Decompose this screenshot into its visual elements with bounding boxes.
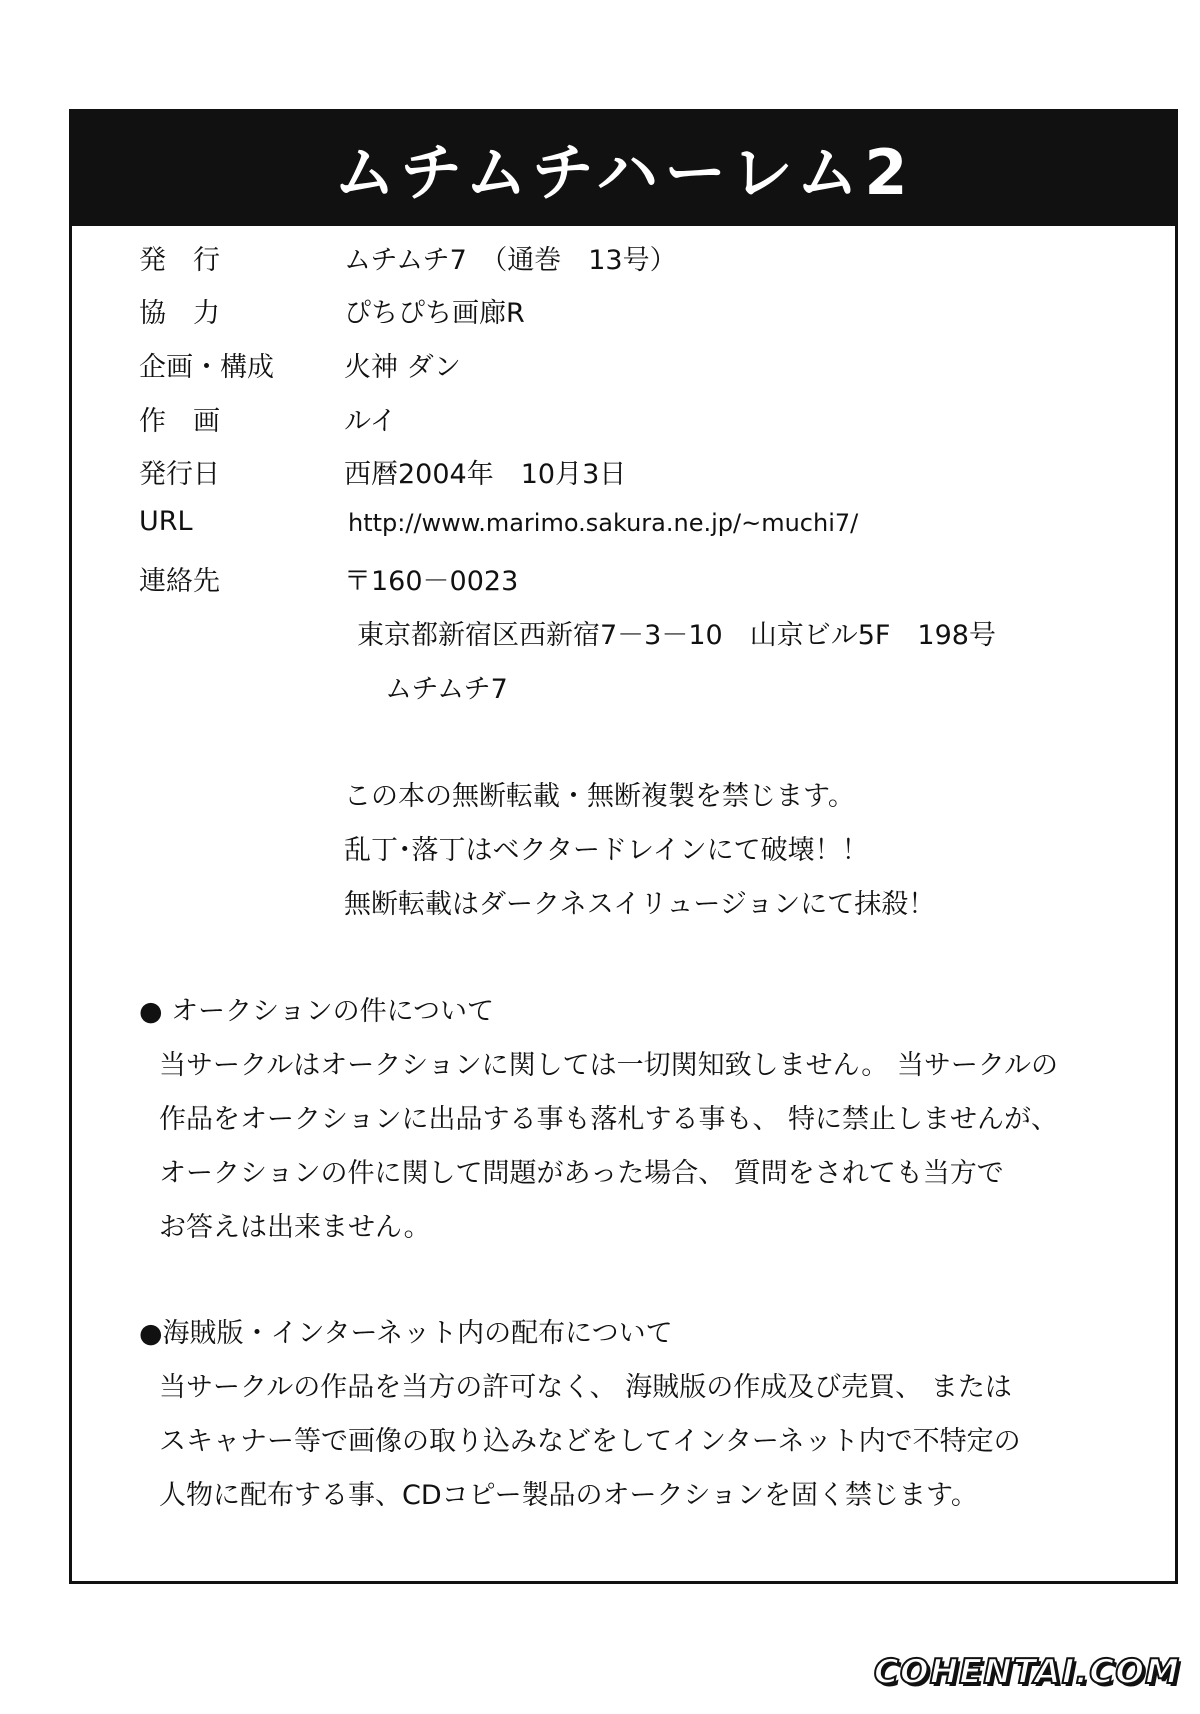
auction-heading: ● オークションの件について — [139, 996, 495, 1027]
credit-value-planning: 火神 ダン — [344, 352, 461, 383]
title-bar — [72, 112, 1175, 226]
piracy-line-3: 人物に配布する事、CDコピー製品のオークションを固く禁じます。 — [159, 1480, 978, 1511]
credit-label-publisher: 発 行 — [139, 245, 220, 276]
piracy-heading: ●海賊版・インターネット内の配布について — [139, 1318, 673, 1349]
book-title: ムチムチハーレム2 — [333, 136, 914, 209]
credit-value-url[interactable]: http://www.marimo.sakura.ne.jp/~muchi7/ — [348, 509, 859, 537]
credit-label-url: URL — [139, 506, 193, 537]
credit-value-art: ルイ — [344, 406, 397, 437]
auction-line-2: 作品をオークションに出品する事も落札する事も、 特に禁止しませんが、 — [159, 1104, 1059, 1135]
auction-line-3: オークションの件に関して問題があった場合、 質問をされても当方で — [159, 1158, 1004, 1189]
notice-line-1: この本の無断転載・無断複製を禁じます。 — [344, 781, 855, 812]
credit-value-cooperation: ぴちぴち画廊R — [344, 298, 525, 329]
site-watermark: COHENTAI.COM — [873, 1652, 1180, 1692]
address-line: 東京都新宿区西新宿7－3－10 山京ビル5F 198号 — [357, 620, 996, 651]
address-circle-name: ムチムチ7 — [385, 674, 508, 705]
piracy-line-2: スキャナー等で画像の取り込みなどをしてインターネット内で不特定の — [159, 1426, 1021, 1457]
credit-value-publisher: ムチムチ7 （通巻 13号） — [344, 245, 677, 276]
auction-line-4: お答えは出来ません。 — [159, 1212, 431, 1243]
credit-value-postal: 〒160－0023 — [344, 566, 519, 597]
piracy-line-1: 当サークルの作品を当方の許可なく、 海賊版の作成及び売買、 または — [159, 1372, 1012, 1403]
notice-line-2: 乱丁･落丁はベクタードレインにて破壊！！ — [344, 835, 869, 866]
credit-value-date: 西暦2004年 10月3日 — [344, 459, 627, 490]
credit-label-contact: 連絡先 — [139, 566, 220, 597]
auction-line-1: 当サークルはオークションに関しては一切関知致しません。 当サークルの — [159, 1050, 1059, 1081]
credit-label-date: 発行日 — [139, 459, 220, 490]
notice-line-3: 無断転載はダークネスイリュージョンにて抹殺！ — [344, 889, 936, 920]
credit-label-cooperation: 協 力 — [139, 298, 220, 329]
credit-label-planning: 企画・構成 — [139, 352, 274, 383]
credit-label-art: 作 画 — [139, 406, 220, 437]
